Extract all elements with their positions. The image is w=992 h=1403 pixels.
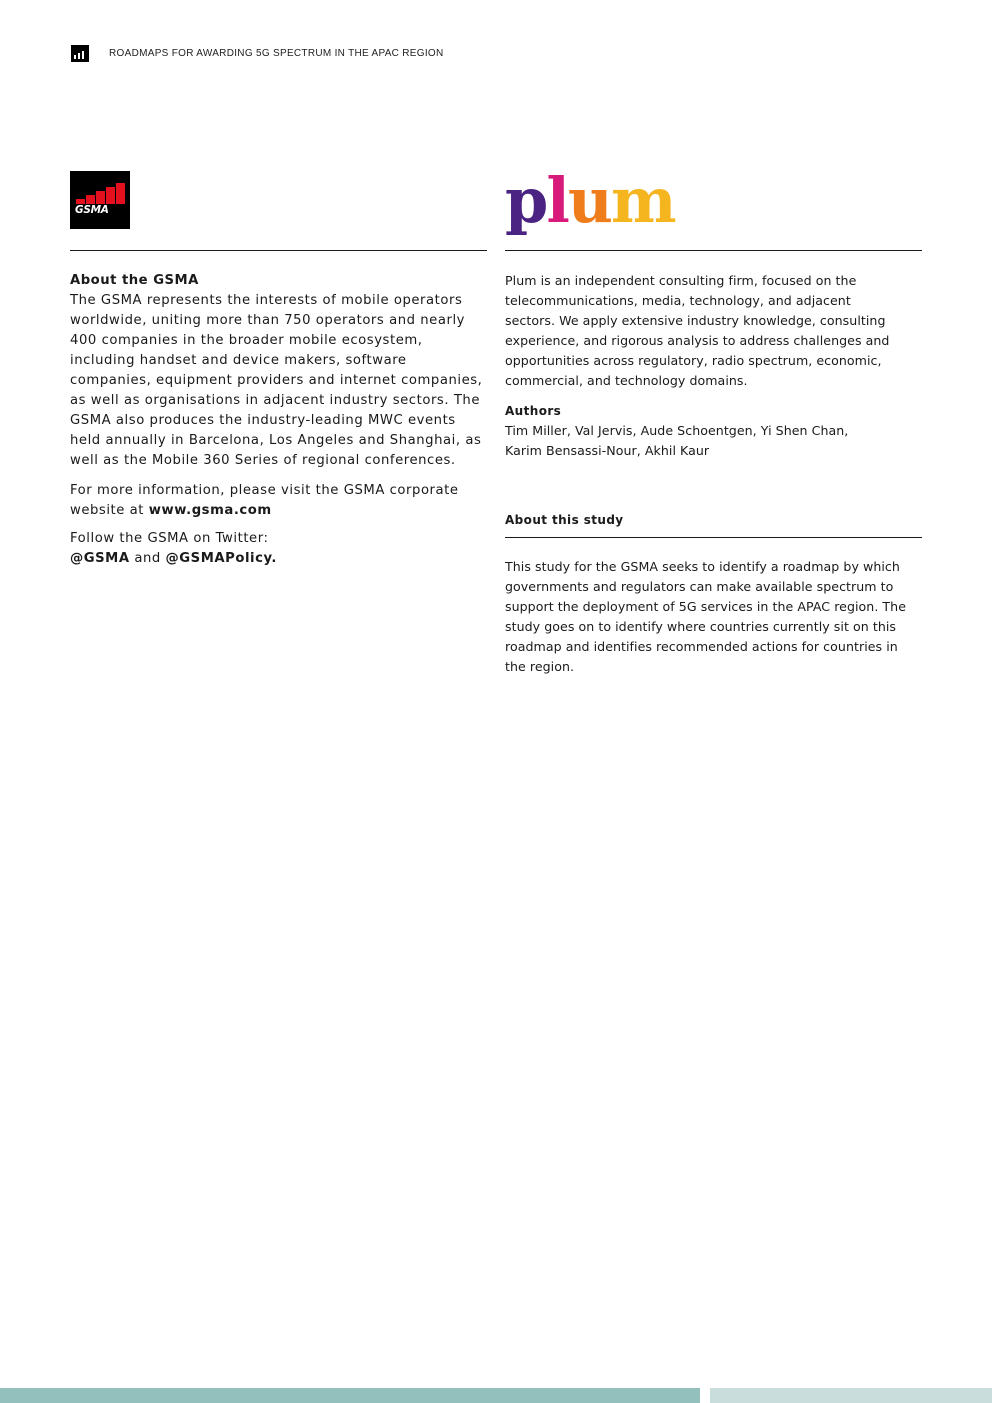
right-divider: [505, 250, 922, 251]
study-body: This study for the GSMA seeks to identify a roadmap by which governments and regulators can make available spectrum to support the deployment of 5G services in the APAC region. The study goes on to identify where countries currently sit on this roadmap and identifies recommended actions for countries in the region.: [505, 559, 907, 674]
gsma-website-link[interactable]: www.gsma.com: [148, 503, 272, 518]
gsma-wordmark: GSMA: [75, 204, 109, 216]
study-heading: About this study: [505, 513, 624, 527]
about-gsma-heading: About the GSMA: [70, 273, 199, 288]
authors-line-1: Tim Miller, Val Jervis, Aude Schoentgen, Yi Shen Chan,: [505, 423, 849, 438]
plum-letter-l: l: [546, 164, 568, 237]
plum-section: [505, 271, 915, 461]
authors-heading: Authors: [505, 404, 562, 418]
plum-letter-u: u: [567, 164, 611, 237]
plum-body: Plum is an independent consulting firm, focused on the telecommunications, media, technology, and adjacent sectors. We apply extensive industry knowledge, consulting experience, and rigorous analysis to address challenges and opportunities across regulatory, radio spectrum, economic, commercial, and technology domains.: [505, 273, 890, 388]
more-info-text: [70, 481, 490, 521]
left-divider: [70, 250, 487, 251]
page-header: [71, 44, 444, 62]
twitter-prefix: Follow the GSMA on Twitter:: [70, 531, 269, 546]
about-gsma-body: The GSMA represents the interests of mobile operators worldwide, uniting more than 750 operators and nearly 400 companies in the broader mobile ecosystem, including handset and device makers, software companies, equipment providers and internet companies, as well as organisations in adjacent industry sectors. The GSMA also produces the industry-leading MWC events held annually in Barcelona, Los Angeles and Shanghai, as well as the Mobile 360 Series of regional conferences.: [70, 293, 483, 468]
twitter-handle-gsma[interactable]: @GSMA: [70, 551, 130, 566]
footer-bar-left: [0, 1388, 700, 1403]
about-gsma-section: [70, 271, 490, 579]
twitter-and: and: [129, 551, 166, 566]
study-section: [505, 557, 915, 677]
footer-bar-right: [710, 1388, 992, 1403]
twitter-text: [70, 529, 490, 569]
gsma-logo: [70, 171, 130, 229]
plum-letter-m: m: [611, 164, 675, 237]
study-heading-block: [505, 510, 915, 530]
plum-letter-p: p: [505, 164, 547, 237]
more-info-prefix: For more information, please visit the GSMA corporate website at: [70, 483, 459, 518]
header-title: ROADMAPS FOR AWARDING 5G SPECTRUM IN THE APAC REGION: [109, 47, 444, 59]
plum-logo: [505, 164, 675, 243]
signal-bars-icon: [71, 45, 89, 62]
study-divider: [505, 537, 922, 538]
authors-line-2: Karim Bensassi-Nour, Akhil Kaur: [505, 443, 710, 458]
twitter-handle-gsmapolicy[interactable]: @GSMAPolicy.: [165, 551, 277, 566]
